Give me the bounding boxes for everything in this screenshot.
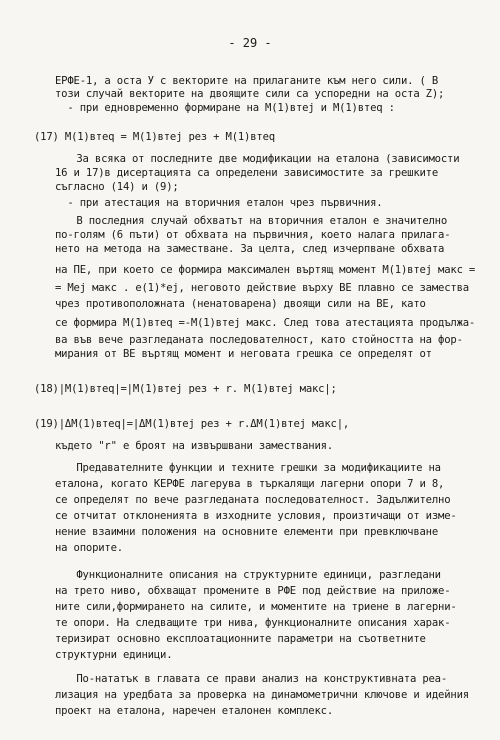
text-line: съгласно (14) и (9); bbox=[55, 181, 179, 193]
text-line: - при атестация на вторичния еталон чрез първичния. bbox=[55, 197, 383, 209]
text-line: се отчитат отклоненията в изходните условия, произтичащи от изме- bbox=[55, 510, 457, 522]
text-line: нение взаимни положения на основните елементи при превключване bbox=[55, 526, 439, 538]
text-line: на опорите. bbox=[55, 542, 123, 554]
text-line: на трето ниво, обхващат промените в РФЕ под действие на приложе- bbox=[55, 585, 451, 597]
equation-17: (17) M(1)втеq = M(1)втеj рез + M(1)втеq bbox=[34, 131, 275, 143]
text-line: лизация на уредбата за проверка на динамометрични ключове и идейния bbox=[55, 689, 469, 701]
text-line: ните сили,формирането на силите, и моментите на триене в лагерни- bbox=[55, 601, 457, 613]
text-line: този случай векторите на двоящите сили са успоредни на оста Z); bbox=[55, 88, 445, 100]
text-line: ЕРФЕ-1, а оста У с векторите на прилаганите към него сили. ( В bbox=[55, 75, 439, 87]
text-line: - при едновременно формиране на M(1)втеj и M(1)втеq : bbox=[55, 102, 395, 114]
text-line: нето на метода на заместване. За целта, след изчерпване обхвата bbox=[55, 243, 445, 255]
text-line: чрез противоположната (ненатоварена) двоящи сили на ВЕ, като bbox=[55, 298, 426, 310]
text-line: те опори. На следващите три нива, функционалните описания харак- bbox=[55, 617, 451, 629]
equation-19: (19)|ΔM(1)втеq|=|ΔM(1)втеj рез + r.ΔM(1)втеj макс|, bbox=[34, 418, 350, 430]
text-line: по-голям (6 пъти) от обхвата на първичния, което налага прилага- bbox=[55, 229, 451, 241]
text-line: се формира M(1)втеq =-M(1)втеj макс. След това атестацията продължа- bbox=[55, 317, 476, 329]
text-line: За всяка от последните две модификации на еталона (зависимости bbox=[64, 153, 460, 165]
text-line: структурни единици. bbox=[55, 649, 173, 661]
equation-18: (18)|M(1)втеq|=|M(1)втеj рез + r. M(1)втеj макс|; bbox=[34, 383, 337, 395]
text-line: проект на еталона, наречен еталонен комплекс. bbox=[55, 705, 334, 717]
text-line: ва във вече разгледаната последователност, като стойността на фор- bbox=[55, 334, 463, 346]
text-line: Функционалните описания на структурните единици, разгледани bbox=[64, 569, 441, 581]
text-line: По-нататък в главата се прави анализ на конструктивната реа- bbox=[64, 673, 448, 685]
text-line: където "r" е броят на извършвани замествания. bbox=[55, 440, 334, 452]
text-line: 16 и 17)в дисертацията са определени зависимостите за грешките bbox=[55, 167, 439, 179]
page-number: - 29 - bbox=[228, 36, 272, 50]
text-line: теризират основно експлоатационните параметри на съответните bbox=[55, 633, 426, 645]
text-line: = Mej макс . e(1)*ej, неговото действие върху ВЕ плавно се замества bbox=[55, 282, 469, 294]
text-line: Предавателните функции и техните грешки за модификациите на bbox=[64, 462, 441, 474]
text-line: еталона, когато КЕРФЕ лагерува в търкалящи лагерни опори 7 и 8, bbox=[55, 478, 445, 490]
text-line: В последния случай обхватът на вторичния еталон е значително bbox=[64, 215, 448, 227]
text-line: на ПЕ, при което се формира максимален въртящ момент M(1)втеj макс = bbox=[55, 264, 476, 276]
text-line: мирания от ВЕ въртящ момент и неговата грешка се определят от bbox=[55, 348, 432, 360]
text-line: се определят по вече разгледаната последователност. Задължително bbox=[55, 494, 451, 506]
